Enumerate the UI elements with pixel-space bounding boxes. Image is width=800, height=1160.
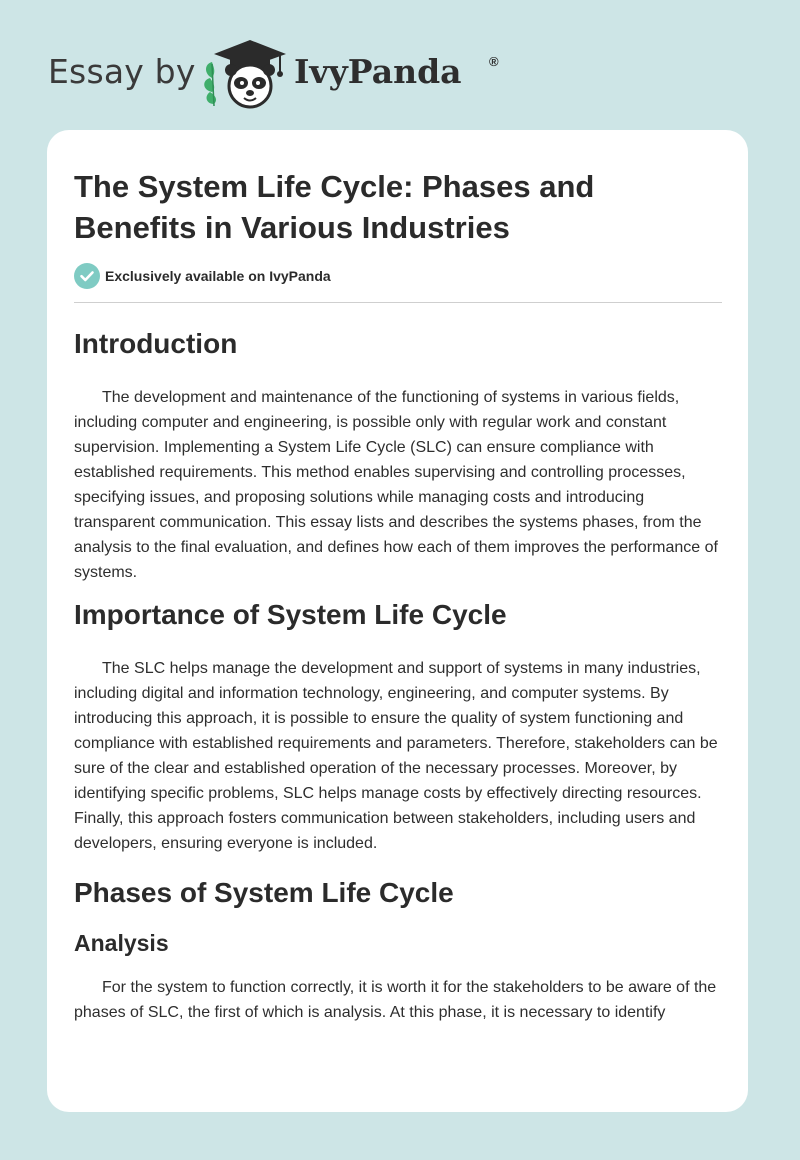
check-circle-icon bbox=[74, 263, 100, 289]
brand-header bbox=[48, 34, 499, 110]
page-title: The System Life Cycle: Phases and Benefits in Various Industries bbox=[74, 169, 595, 245]
availability-badge bbox=[74, 263, 331, 289]
brand-prefix: Essay by bbox=[48, 52, 196, 91]
brand-registered-mark: ® bbox=[489, 54, 499, 69]
availability-label: Exclusively available on IvyPanda bbox=[105, 268, 331, 284]
section-heading: Phases of System Life Cycle bbox=[74, 877, 454, 908]
section-paragraph: The development and maintenance of the functioning of systems in various fields, including computer and engineering, is possible only with regular work and constant supervision. Implementing a System Life Cycle (SLC) can ensure compliance with established requirements. This method enables supervising and controlling processes, specifying issues, and proposing solutions while managing costs and introducing transparent communication. This essay lists and describes the systems phases, from the analysis to the final evaluation, and defines how each of them improves the performance of systems. bbox=[74, 389, 718, 581]
title-divider bbox=[74, 302, 722, 303]
subsection-heading: Analysis bbox=[74, 930, 169, 956]
essay-card bbox=[47, 130, 748, 1112]
essay-body bbox=[74, 320, 724, 1025]
subsection-paragraph: For the system to function correctly, it is worth it for the stakeholders to be aware of the phases of SLC, the first of which is analysis. At this phase, it is necessary to identify bbox=[74, 979, 717, 1021]
panda-graduate-icon[interactable] bbox=[200, 34, 288, 110]
section-heading: Importance of System Life Cycle bbox=[74, 599, 507, 630]
section-paragraph: The SLC helps manage the development and support of systems in many industries, including digital and information technology, engineering, and computer systems. By introducing this approach, it is possible to ensure the quality of system functioning and compliance with established requirements and parameters. Therefore, stakeholders can be sure of the clear and established operation of the necessary processes. Moreover, by identifying specific problems, SLC helps manage costs by effectively directing resources. Finally, this approach fosters communication between stakeholders, including users and developers, ensuring everyone is included. bbox=[74, 660, 718, 852]
brand-name: IvyPanda bbox=[294, 52, 462, 91]
section-heading: Introduction bbox=[74, 328, 238, 359]
